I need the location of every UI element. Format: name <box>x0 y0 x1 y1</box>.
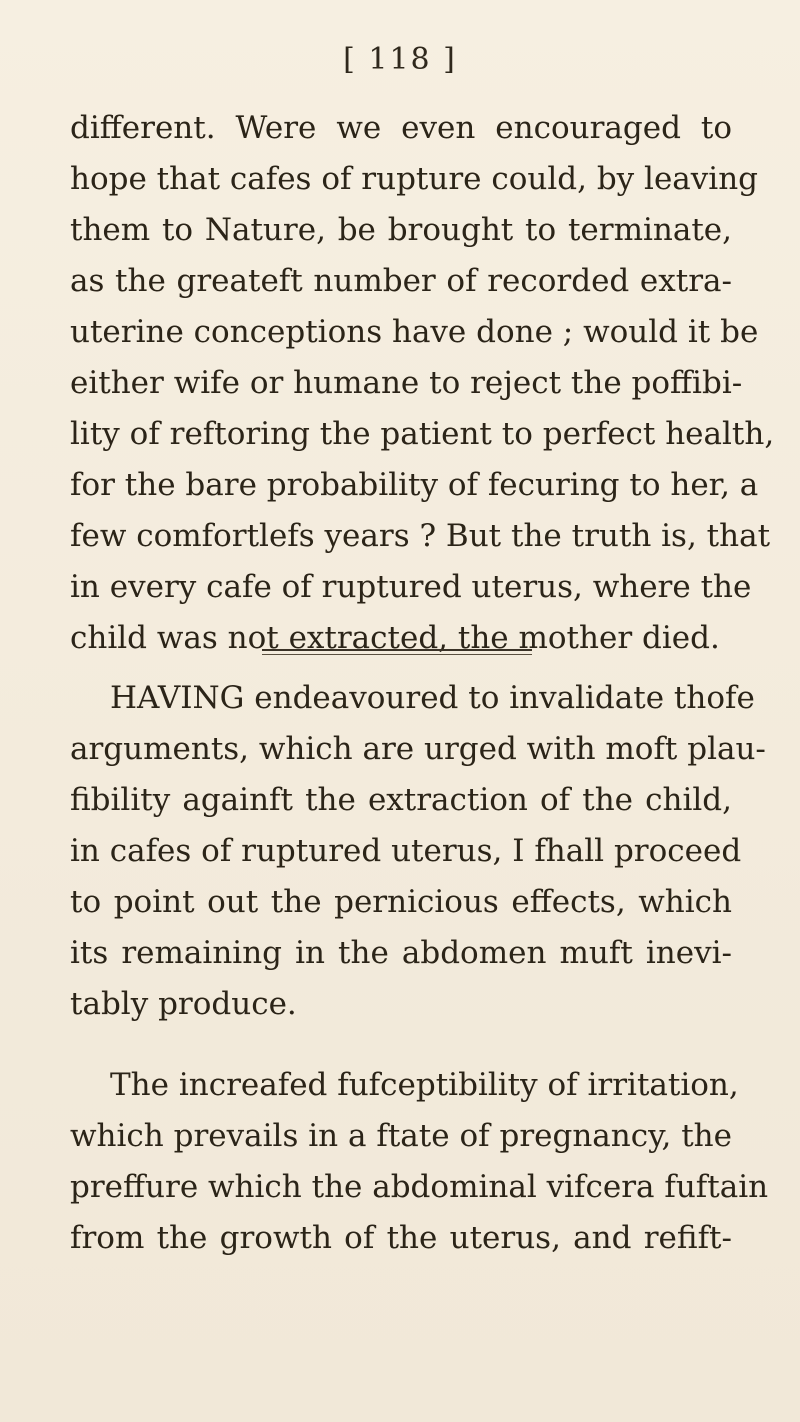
text-line: to point out the pernicious effects, which <box>70 884 732 920</box>
text-line: few comfortlefs years ? But the truth is, that <box>70 518 771 554</box>
text-line: which prevails in a ftate of pregnancy, the <box>70 1118 732 1154</box>
text-line: lity of reftoring the patient to perfect health, <box>70 416 775 452</box>
page-number: [ 118 ] <box>343 42 457 77</box>
text-line: tably produce. <box>70 986 297 1022</box>
text-line: them to Nature, be brought to terminate, <box>70 212 732 248</box>
text-line: uterine conceptions have done ; would it be <box>70 314 759 350</box>
text-line: The increafed fufceptibility of irritation, <box>110 1067 739 1103</box>
text-line: hope that cafes of rupture could, by leaving <box>70 161 759 197</box>
paragraph-1 <box>70 103 775 664</box>
text-line: its remaining in the abdomen muft inevi- <box>70 935 732 971</box>
text-line: preffure which the abdominal vifcera fuftain <box>70 1169 769 1205</box>
text-line: arguments, which are urged with moft plau- <box>70 731 766 767</box>
text-line: from the growth of the uterus, and refift- <box>70 1220 732 1256</box>
text-line: fibility againft the extraction of the child, <box>70 782 732 818</box>
section-divider <box>262 649 532 651</box>
paragraph-2 <box>70 673 766 1030</box>
text-line: either wife or humane to reject the poffibi- <box>70 365 743 401</box>
text-line: different. Were we even encouraged to <box>70 110 732 146</box>
section-divider-underline <box>262 654 532 655</box>
text-line: as the greateft number of recorded extra- <box>70 263 732 299</box>
text-line: for the bare probability of fecuring to her, a <box>70 467 759 503</box>
text-line: HAVING endeavoured to invalidate thofe <box>110 680 755 716</box>
text-line: child was not extracted, the mother died. <box>70 620 720 656</box>
text-line: in every cafe of ruptured uterus, where the <box>70 569 752 605</box>
text-line: in cafes of ruptured uterus, I fhall proceed <box>70 833 742 869</box>
paragraph-3 <box>70 1060 769 1264</box>
